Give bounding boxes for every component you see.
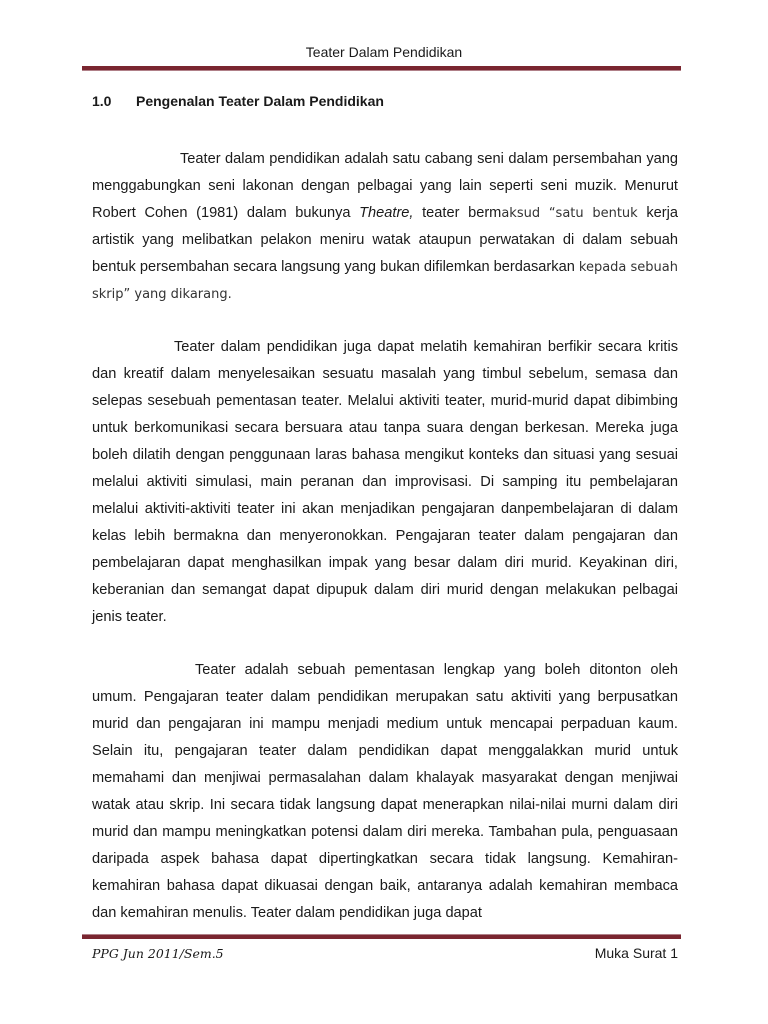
- paragraph-1-text-a: Teater dalam pendidikan adalah satu cabang seni dalam persembahan yang menggabungkan seni lakonan dengan pelbagai yang lain seperti seni muzik. Menurut Robert Cohen (1981) dalam bukunya: [92, 151, 678, 221]
- section-title: Pengenalan Teater Dalam Pendidikan: [136, 93, 384, 109]
- paragraph-1-text-e: kepada sebuah skrip” yang dikarang.: [92, 260, 678, 302]
- paragraph-3: Teater adalah sebuah pementasan lengkap yang boleh ditonton oleh umum. Pengajaran teater dalam pendidikan merupakan satu aktiviti yang berpusatkan murid dan pengajaran ini mampu menjadi medium untuk mencapai perpaduan kaum. Selain itu, pengajaran teater dalam pendidikan dapat menggalakkan murid untuk memahami dan menjiwai permasalahan dalam khalayak masyarakat dengan menjiwai watak atau skrip. Ini secara tidak langsung dapat menerapkan nilai-nilai murni dalam diri murid dan mampu meningkatkan potensi dalam diri mereka. Tambahan pula, penguasaan daripada aspek bahasa dapat dipertingkatkan secara tidak langsung. Kemahiran-kemahiran bahasa dapat dikuasai dengan baik, antaranya adalah kemahiran membaca dan kemahiran menulis. Teater dalam pendidikan juga dapat: [92, 662, 678, 921]
- header-divider: [82, 66, 681, 71]
- footer-course: PPG Jun 2011/Sem.5: [92, 946, 224, 961]
- section-heading: [92, 93, 384, 109]
- document-body: [92, 146, 678, 953]
- book-title: Theatre,: [359, 205, 414, 221]
- paragraph-1: [92, 146, 678, 308]
- running-header: Teater Dalam Pendidikan: [305, 44, 463, 60]
- paragraph-1-text-d: kerja artistik yang melibatkan pelakon meniru watak ataupun perwatakan di dalam sebuah bentuk persembahan secara langsung yang bukan difilemkan berdasarkan: [92, 205, 678, 275]
- page-number: Muka Surat 1: [594, 945, 678, 961]
- paragraph-1-text-c: aksud “satu bentuk: [501, 206, 638, 221]
- paragraph-1-text-b: teater berm: [413, 205, 502, 221]
- paragraph-2: Teater dalam pendidikan juga dapat melatih kemahiran berfikir secara kritis dan kreatif dalam menyelesaikan sesuatu masalah yang timbul sebelum, semasa dan selepas sesebuah pementasan teater. Melalui aktiviti teater, murid-murid dapat dibimbing untuk berkomunikasi secara bersuara atau tanpa suara dengan berkesan. Mereka juga boleh dilatih dengan penggunaan laras bahasa mengikut konteks dan situasi yang sesuai melalui aktiviti simulasi, main peranan dan improvisasi. Di samping itu pembelajaran melalui aktiviti-aktiviti teater ini akan menjadikan pengajaran danpembelajaran di dalam kelas lebih bermakna dan menyeronokkan. Pengajaran teater dalam pengajaran dan pembelajaran dapat menghasilkan impak yang besar dalam diri murid. Keyakinan diri, keberanian dan semangat dapat dipupuk dalam diri murid dengan melakukan pelbagai jenis teater.: [92, 339, 678, 625]
- section-number: 1.0: [92, 93, 112, 109]
- footer-divider: [82, 934, 681, 939]
